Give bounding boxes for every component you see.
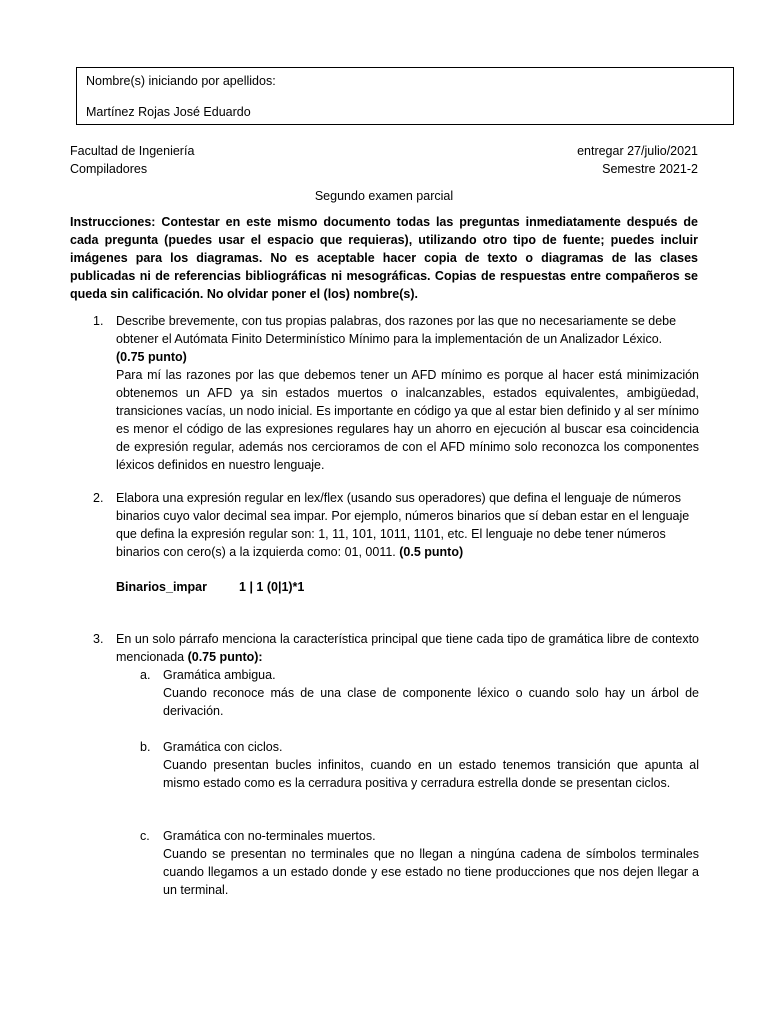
question-2: [116, 489, 699, 561]
deliver-date: entregar 27/julio/2021: [577, 144, 698, 158]
course: Compiladores: [70, 162, 148, 176]
meta-row-2: [70, 160, 698, 178]
question-number: 2.: [93, 491, 104, 505]
question-number: 1.: [93, 314, 104, 328]
item-title: Gramática con no-terminales muertos.: [163, 829, 376, 843]
item-letter: a.: [140, 668, 151, 682]
item-answer: Cuando se presentan no terminales que no llegan a ningúna cadena de símbolos terminales cuando llegamos a un estado donde y ese estado no tiene producciones que nos dejen llegar a un terminal.: [163, 847, 699, 897]
question-prompt: Describe brevemente, con tus propias palabras, dos razones por las que no necesariamente se debe obtener el Autómata Finito Determinístico Mínimo para la implementación de un Analizador Léxico.: [116, 314, 677, 346]
semester: Semestre 2021-2: [602, 162, 698, 176]
name-label: Nombre(s) iniciando por apellidos:: [86, 74, 276, 88]
question-3: [116, 630, 699, 666]
question-points: (0.75 punto): [116, 350, 187, 364]
exam-title: Segundo examen parcial: [314, 189, 454, 203]
item-title: Gramática ambigua.: [163, 668, 276, 682]
name-value: Martínez Rojas José Eduardo: [86, 105, 251, 119]
item-b: [163, 738, 699, 792]
item-a: [163, 666, 699, 720]
question-prompt: En un solo párrafo menciona la característica principal que tiene cada tipo de gramática libre de contexto mencionada: [116, 632, 699, 664]
regex-expression: 1 | 1 (0|1)*1: [239, 580, 305, 594]
regex-answer: [116, 578, 304, 596]
question-1: [116, 312, 699, 474]
item-answer: Cuando presentan bucles infinitos, cuando en un estado tenemos transición que apunta al mismo estado como es la cerradura positiva y cerradura estrella donde se presentan ciclos.: [163, 758, 699, 790]
faculty: Facultad de Ingeniería: [70, 144, 195, 158]
question-prompt: Elabora una expresión regular en lex/flex (usando sus operadores) que defina el lenguaje de números binarios cuyo valor decimal sea impar. Por ejemplo, números binarios que sí deban estar en el lenguaje que defina la expresión regular son: 1, 11, 101, 1011, 1101, etc. El lenguaje no debe tener números binarios con cero(s) a la izquierda como: 01, 0011.: [116, 491, 690, 559]
regex-name: Binarios_impar: [116, 580, 208, 594]
item-answer: Cuando reconoce más de una clase de componente léxico o cuando solo hay un árbol de derivación.: [163, 686, 699, 718]
meta-row-1: [70, 142, 698, 160]
name-box: [76, 67, 734, 125]
item-title: Gramática con ciclos.: [163, 740, 283, 754]
item-letter: b.: [140, 740, 151, 754]
question-points: (0.5 punto): [399, 545, 464, 559]
question-answer: Para mí las razones por las que debemos tener un AFD mínimo es porque al hacer está minimización obtenemos un AFD ya sin estados muertos o inalcanzables, estados equivalentes, ambigüedad, transiciones vacías, un nodo inicial. Es importante en código ya que al estar bien definido y al ser mínimo es menor el código de las expresiones regulares hay un ahorro en ejecución al buscar esa coincidencia de expresión regular, además nos cercioramos de con el AFD mínimo solo reconozca los componentes léxicos definidos en nuestro lenguaje.: [116, 368, 699, 472]
item-letter: c.: [140, 829, 150, 843]
question-number: 3.: [93, 632, 104, 646]
instructions: Instrucciones: Contestar en este mismo documento todas las preguntas inmediatamente después de cada pregunta (puedes usar el espacio que requieras), utilizando otro tipo de fuente; puedes incluir imágenes para los diagramas. No es aceptable hacer copia de texto o diagramas de las clases publicadas ni de referencias bibliográficas ni mesográficas. Copias de respuestas entre compañeros se queda sin calificación. No olvidar poner el (los) nombre(s).: [70, 215, 698, 301]
question-points: (0.75 punto):: [187, 650, 263, 664]
item-c: [163, 827, 699, 899]
